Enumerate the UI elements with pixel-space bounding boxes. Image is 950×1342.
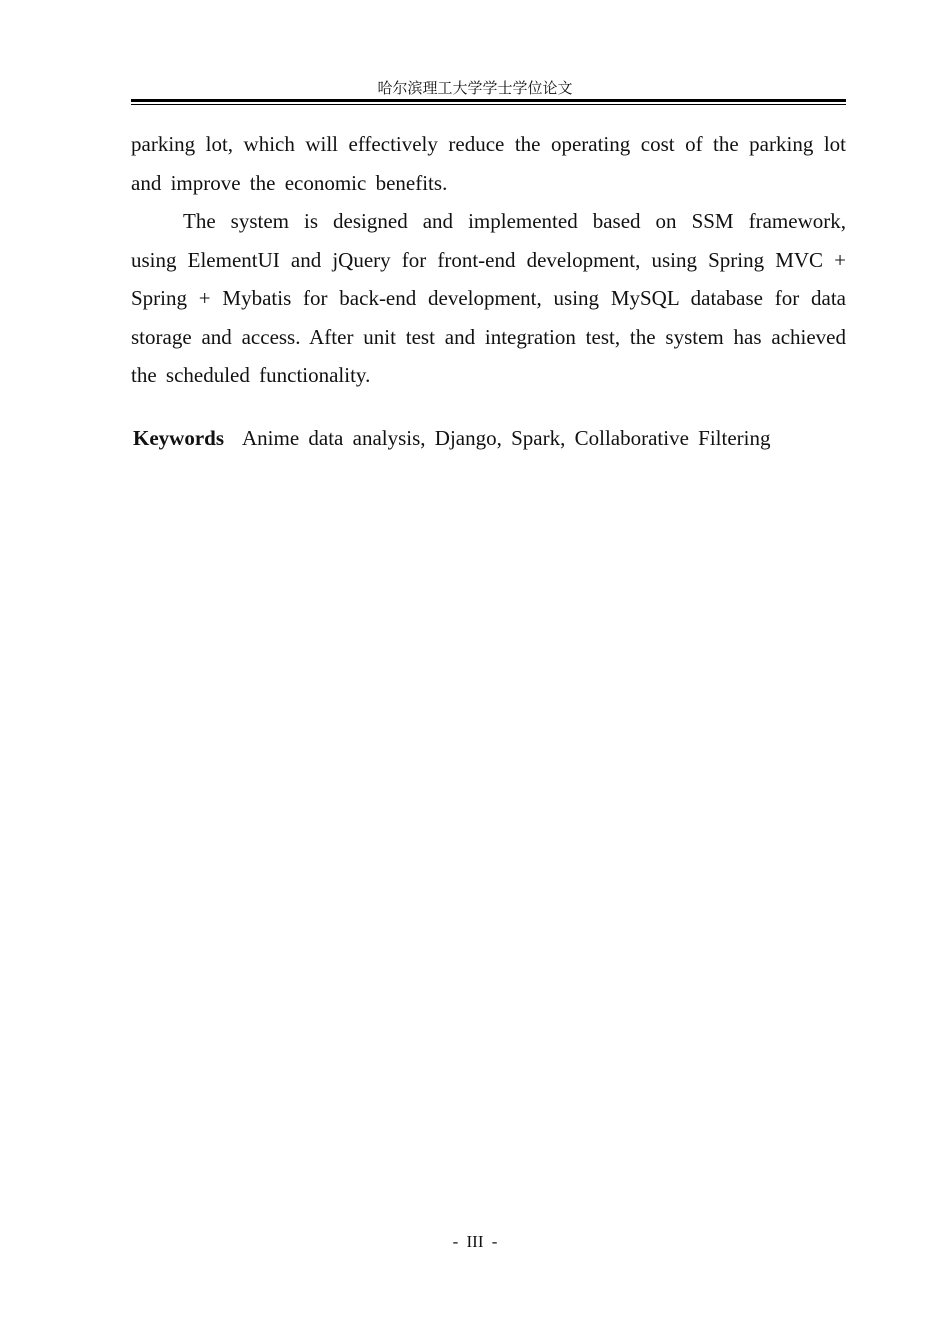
page-number: - III - xyxy=(452,1232,498,1251)
header-rule-thin xyxy=(131,104,846,105)
keywords-value: Anime data analysis, Django, Spark, Collaborative Filtering xyxy=(242,426,771,450)
running-header-title: 哈尔滨理工大学学士学位论文 xyxy=(377,79,573,97)
header-rule-thick xyxy=(131,99,846,102)
abstract-paragraph-continued: parking lot, which will effectively reduce the operating cost of the parking lot and improve the economic benefits. xyxy=(131,132,846,195)
keywords-label: Keywords xyxy=(133,426,224,450)
abstract-paragraph-system: The system is designed and implemented based on SSM framework, using ElementUI and jQuery for front-end development, using Spring MVC + Spring + Mybatis for back-end development, using MySQL database for data storage and access. After unit test and integration test, the system has achieved the scheduled functionality. xyxy=(131,209,846,387)
keywords-line xyxy=(133,421,848,455)
abstract-body xyxy=(131,125,846,395)
